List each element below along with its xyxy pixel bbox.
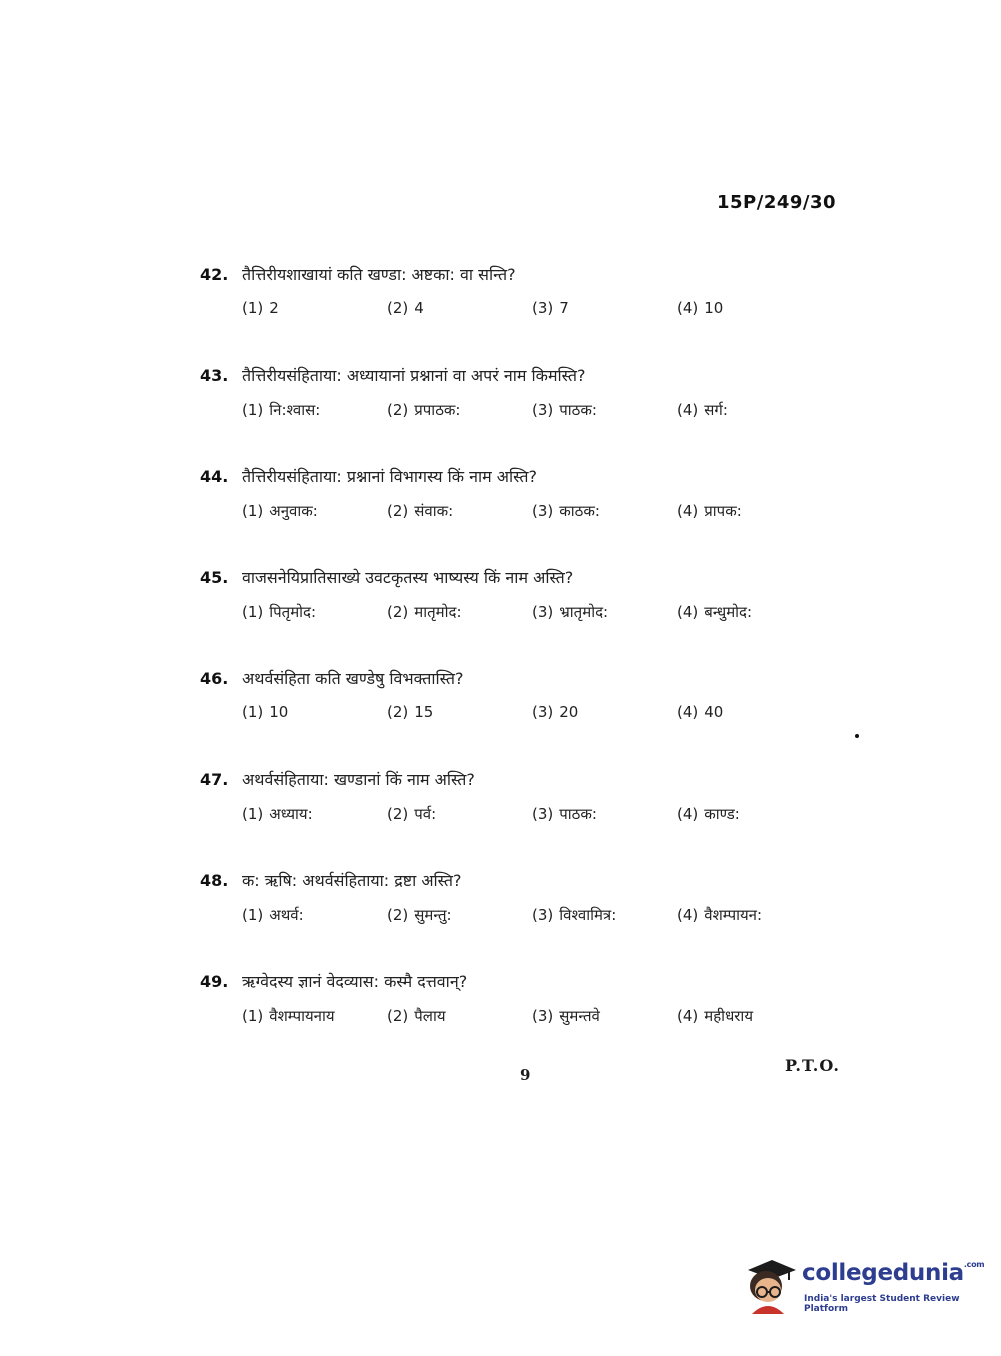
options-row xyxy=(242,804,880,824)
option-text: 40 xyxy=(704,703,724,721)
option-text: प्रपाठक: xyxy=(414,401,461,419)
option-4 xyxy=(677,299,827,317)
brand-text: collegedunia xyxy=(802,1260,964,1286)
option-text: 2 xyxy=(269,299,279,317)
option-4 xyxy=(677,501,827,521)
option-number: (4) xyxy=(677,805,699,823)
option-4 xyxy=(677,400,827,420)
pto-label: P.T.O. xyxy=(785,1056,840,1075)
question-44 xyxy=(200,465,880,566)
option-text: पितृमोद: xyxy=(269,603,317,621)
option-1 xyxy=(242,299,387,317)
option-number: (1) xyxy=(242,603,264,621)
option-number: (2) xyxy=(387,805,409,823)
option-3 xyxy=(532,703,677,721)
option-number: (1) xyxy=(242,299,264,317)
option-1 xyxy=(242,400,387,420)
options-row xyxy=(242,299,880,317)
option-number: (1) xyxy=(242,703,264,721)
question-text: तैत्तिरीयशाखायां कति खण्डा: अष्टका: वा सन्ति? xyxy=(242,265,516,284)
options-row xyxy=(242,703,880,721)
option-3 xyxy=(532,501,677,521)
question-text: अथर्वसंहिता कति खण्डेषु विभक्तास्ति? xyxy=(242,669,464,688)
option-text: पर्व: xyxy=(414,805,437,823)
option-4 xyxy=(677,703,827,721)
option-number: (3) xyxy=(532,906,554,924)
option-number: (3) xyxy=(532,1007,554,1025)
option-2 xyxy=(387,602,532,622)
page-number: 9 xyxy=(520,1066,531,1084)
option-4 xyxy=(677,1006,827,1026)
question-text: तैत्तिरीयसंहिताया: अध्यायानां प्रश्नानां वा अपरं नाम किमस्ति? xyxy=(242,366,586,385)
question-number: 46. xyxy=(200,669,229,688)
question-text: ऋग्वेदस्य ज्ञानं वेदव्यास: कस्मै दत्तवान्? xyxy=(242,972,468,991)
question-47 xyxy=(200,768,880,869)
option-4 xyxy=(677,602,827,622)
option-text: अनुवाक: xyxy=(269,502,318,520)
option-number: (4) xyxy=(677,603,699,621)
question-46 xyxy=(200,667,880,768)
option-2 xyxy=(387,703,532,721)
option-number: (3) xyxy=(532,299,554,317)
option-number: (2) xyxy=(387,401,409,419)
option-text: 7 xyxy=(559,299,569,317)
option-text: विश्वामित्र: xyxy=(559,906,617,924)
option-number: (3) xyxy=(532,502,554,520)
option-text: सर्ग: xyxy=(704,401,728,419)
option-text: काण्ड: xyxy=(704,805,740,823)
option-2 xyxy=(387,299,532,317)
option-number: (4) xyxy=(677,906,699,924)
brand-tagline: India's largest Student Review Platform xyxy=(804,1294,960,1314)
question-number: 47. xyxy=(200,770,229,789)
options-row xyxy=(242,400,880,420)
option-text: अथर्व: xyxy=(269,906,304,924)
option-4 xyxy=(677,804,827,824)
option-number: (1) xyxy=(242,401,264,419)
option-2 xyxy=(387,905,532,925)
option-text: महीधराय xyxy=(704,1007,754,1025)
question-43 xyxy=(200,364,880,465)
stray-ink-dot xyxy=(855,734,859,738)
option-2 xyxy=(387,400,532,420)
option-text: प्रापक: xyxy=(704,502,742,520)
option-text: काठक: xyxy=(559,502,600,520)
option-number: (1) xyxy=(242,502,264,520)
option-number: (1) xyxy=(242,1007,264,1025)
option-2 xyxy=(387,1006,532,1026)
option-1 xyxy=(242,703,387,721)
question-48 xyxy=(200,869,880,970)
option-text: 15 xyxy=(414,703,434,721)
option-number: (1) xyxy=(242,805,264,823)
option-text: 10 xyxy=(704,299,724,317)
option-number: (3) xyxy=(532,805,554,823)
question-text: अथर्वसंहिताया: खण्डानां किं नाम अस्ति? xyxy=(242,770,475,789)
option-3 xyxy=(532,400,677,420)
question-text: तैत्तिरीयसंहिताया: प्रश्नानां विभागस्य किं नाम अस्ति? xyxy=(242,467,538,486)
option-4 xyxy=(677,905,827,925)
option-text: सुमन्तु: xyxy=(414,906,452,924)
brand-name xyxy=(802,1260,984,1286)
option-text: 20 xyxy=(559,703,579,721)
option-number: (3) xyxy=(532,603,554,621)
option-number: (3) xyxy=(532,401,554,419)
option-3 xyxy=(532,804,677,824)
option-number: (1) xyxy=(242,906,264,924)
question-number: 45. xyxy=(200,568,229,587)
option-number: (4) xyxy=(677,502,699,520)
option-3 xyxy=(532,299,677,317)
paper-code: 15P/249/30 xyxy=(717,192,837,213)
option-1 xyxy=(242,804,387,824)
option-1 xyxy=(242,501,387,521)
option-text: नि:श्वास: xyxy=(269,401,321,419)
option-text: मातृमोद: xyxy=(414,603,462,621)
option-text: अध्याय: xyxy=(269,805,313,823)
question-45 xyxy=(200,566,880,667)
option-number: (3) xyxy=(532,703,554,721)
option-1 xyxy=(242,602,387,622)
question-number: 48. xyxy=(200,871,229,890)
option-text: भ्रातृमोद: xyxy=(559,603,609,621)
question-text: वाजसनेयिप्रातिसाख्ये उवटकृतस्य भाष्यस्य किं नाम अस्ति? xyxy=(242,568,574,587)
option-3 xyxy=(532,1006,677,1026)
option-number: (2) xyxy=(387,906,409,924)
option-3 xyxy=(532,905,677,925)
option-number: (2) xyxy=(387,703,409,721)
options-row xyxy=(242,602,880,622)
option-text: सुमन्तवे xyxy=(559,1007,600,1025)
option-number: (2) xyxy=(387,1007,409,1025)
question-number: 42. xyxy=(200,265,229,284)
options-row xyxy=(242,905,880,925)
option-number: (2) xyxy=(387,603,409,621)
question-number: 49. xyxy=(200,972,229,991)
options-row xyxy=(242,501,880,521)
option-text: बन्धुमोद: xyxy=(704,603,753,621)
question-49 xyxy=(200,970,880,1071)
option-number: (2) xyxy=(387,502,409,520)
option-number: (4) xyxy=(677,299,699,317)
options-row xyxy=(242,1006,880,1026)
question-42 xyxy=(200,263,880,364)
option-number: (4) xyxy=(677,401,699,419)
collegedunia-watermark[interactable] xyxy=(742,1252,985,1314)
option-text: वैशम्पायन: xyxy=(704,906,763,924)
option-text: संवाक: xyxy=(414,502,454,520)
student-mascot-icon xyxy=(742,1252,800,1314)
option-text: पाठक: xyxy=(559,805,597,823)
option-text: 4 xyxy=(414,299,424,317)
option-3 xyxy=(532,602,677,622)
brand-suffix: .com xyxy=(963,1260,985,1269)
question-number: 43. xyxy=(200,366,229,385)
question-text: क: ऋषि: अथर्वसंहिताया: द्रष्टा अस्ति? xyxy=(242,871,462,890)
option-1 xyxy=(242,1006,387,1026)
question-list xyxy=(200,263,880,1071)
option-text: पाठक: xyxy=(559,401,597,419)
option-2 xyxy=(387,501,532,521)
option-text: वैशम्पायनाय xyxy=(269,1007,335,1025)
option-text: 10 xyxy=(269,703,289,721)
option-1 xyxy=(242,905,387,925)
option-number: (2) xyxy=(387,299,409,317)
option-number: (4) xyxy=(677,1007,699,1025)
option-number: (4) xyxy=(677,703,699,721)
option-2 xyxy=(387,804,532,824)
option-text: पैलाय xyxy=(414,1007,446,1025)
question-number: 44. xyxy=(200,467,229,486)
